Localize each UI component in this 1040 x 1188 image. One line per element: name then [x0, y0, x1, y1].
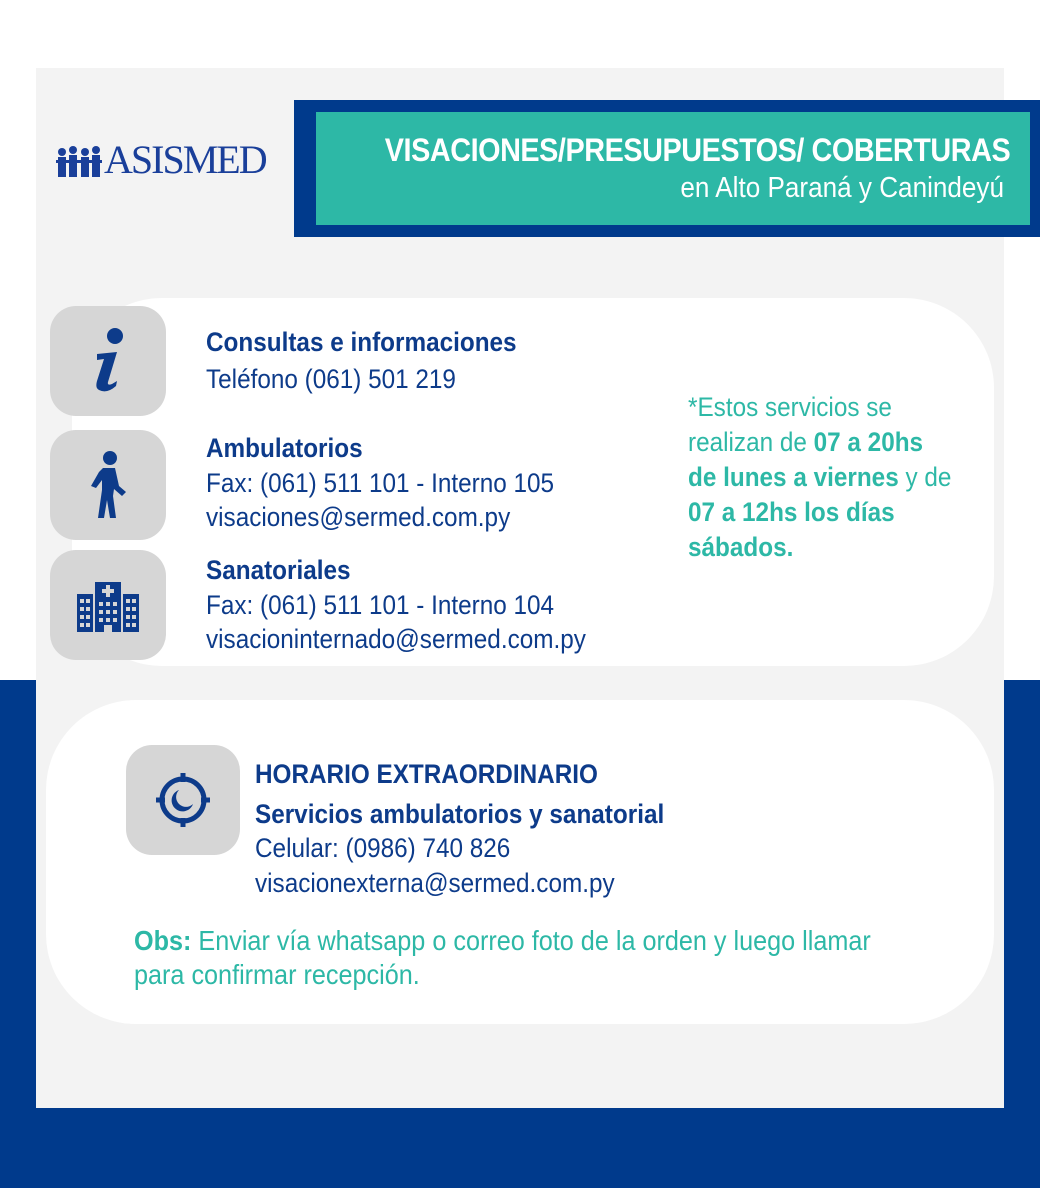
fax-text: Fax: (061) 511 101 - Interno 104	[206, 590, 555, 620]
obs-text: Enviar vía whatsapp o correo foto de la orden y luego llamar	[191, 925, 871, 956]
asismed-logo	[56, 132, 280, 188]
email-text[interactable]: visacioninternado@sermed.com.py	[206, 624, 586, 654]
walking-person-icon	[50, 430, 166, 540]
header-title: VISACIONES/PRESUPUESTOS/ COBERTURAS	[384, 132, 1011, 168]
extra-hours-subtitle: Servicios ambulatorios y sanatorial	[255, 799, 665, 829]
note-text: y de	[898, 462, 952, 492]
obs-label: Obs:	[134, 925, 192, 956]
section-title: Sanatoriales	[206, 555, 351, 585]
cellphone-text: Celular: (0986) 740 826	[255, 833, 511, 863]
extra-hours-title: HORARIO EXTRAORDINARIO	[255, 759, 598, 789]
observation-line	[134, 924, 908, 958]
email-text[interactable]: visaciones@sermed.com.py	[206, 502, 511, 532]
observation-line: para confirmar recepción.	[134, 959, 420, 990]
note-saturday-hours: 07 a 12hs los días sábados.	[688, 497, 895, 562]
section-title: Ambulatorios	[206, 433, 363, 463]
fax-text: Fax: (061) 511 101 - Interno 105	[206, 468, 555, 498]
section-title: Consultas e informaciones	[206, 327, 517, 357]
note-weekday-hours: 07 a 20hs de lunes a viernes	[688, 427, 924, 492]
hospital-icon	[50, 550, 166, 660]
info-icon	[50, 306, 166, 416]
header-banner	[316, 112, 1030, 225]
people-icon	[56, 138, 102, 182]
logo-text: ASISMED	[104, 137, 266, 182]
observation-note	[134, 924, 908, 992]
note-text: *Estos servicios se realizan de	[688, 392, 892, 457]
schedule-note	[688, 390, 958, 565]
email-text[interactable]: visacionexterna@sermed.com.py	[255, 868, 615, 898]
header-subtitle: en Alto Paraná y Canindeyú	[680, 172, 1004, 204]
night-clock-icon	[126, 745, 240, 855]
phone-text: Teléfono (061) 501 219	[206, 364, 456, 394]
